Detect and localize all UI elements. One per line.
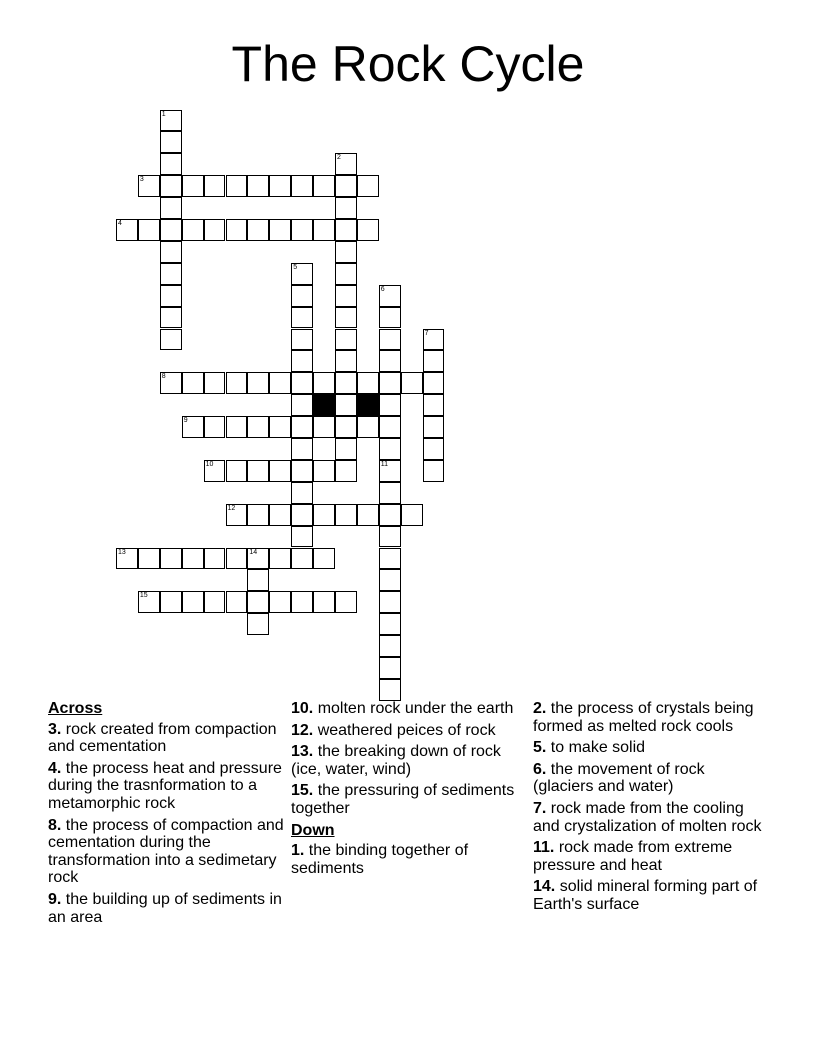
cell-number: 1 bbox=[161, 110, 166, 118]
grid-cell[interactable] bbox=[291, 438, 313, 460]
grid-cell[interactable] bbox=[379, 394, 401, 416]
grid-cell[interactable] bbox=[269, 416, 291, 438]
clue-number: 11. bbox=[533, 839, 555, 857]
clue-text: the process heat and pressure during the trasnformation to a metamorphic rock bbox=[48, 759, 282, 812]
grid-cell[interactable] bbox=[401, 504, 423, 526]
grid-cell[interactable] bbox=[160, 219, 182, 241]
grid-cell[interactable] bbox=[335, 350, 357, 372]
grid-cell[interactable] bbox=[313, 416, 335, 438]
grid-cell[interactable] bbox=[379, 548, 401, 570]
grid-cell[interactable] bbox=[247, 416, 269, 438]
grid-cell[interactable] bbox=[335, 241, 357, 263]
page-title: The Rock Cycle bbox=[231, 36, 585, 92]
clue-number: 15. bbox=[291, 782, 314, 800]
grid-cell[interactable] bbox=[247, 372, 269, 394]
grid-cell[interactable] bbox=[160, 548, 182, 570]
grid-cell[interactable] bbox=[269, 548, 291, 570]
grid-cell[interactable] bbox=[313, 219, 335, 241]
clue-down-11 bbox=[533, 839, 769, 874]
grid-cell[interactable] bbox=[379, 329, 401, 351]
clue-text: molten rock under the earth bbox=[317, 700, 514, 717]
grid-cell[interactable] bbox=[313, 548, 335, 570]
grid-cell[interactable] bbox=[379, 635, 401, 657]
clue-down-7 bbox=[533, 800, 769, 835]
grid-cell[interactable] bbox=[291, 504, 313, 526]
grid-cell[interactable] bbox=[226, 219, 248, 241]
clues-column-3 bbox=[533, 700, 769, 918]
grid-cell[interactable] bbox=[313, 460, 335, 482]
cell-number: 2 bbox=[337, 154, 341, 162]
clue-number: 3. bbox=[48, 720, 62, 738]
grid-cell[interactable] bbox=[291, 591, 313, 613]
grid-cell[interactable] bbox=[226, 416, 248, 438]
grid-cell[interactable] bbox=[269, 504, 291, 526]
grid-cell[interactable] bbox=[357, 219, 379, 241]
grid-cell[interactable] bbox=[204, 416, 226, 438]
clue-text: rock made from extreme pressure and heat bbox=[533, 839, 733, 874]
grid-cell[interactable] bbox=[357, 416, 379, 438]
grid-cell[interactable] bbox=[379, 285, 401, 307]
grid-cell[interactable] bbox=[160, 153, 182, 175]
clue-across-12 bbox=[291, 722, 527, 740]
grid-cell[interactable] bbox=[160, 307, 182, 329]
grid-cell[interactable] bbox=[160, 175, 182, 197]
clue-number: 2. bbox=[533, 700, 547, 717]
grid-cell[interactable] bbox=[291, 526, 313, 548]
grid-cell[interactable] bbox=[269, 175, 291, 197]
clue-text: to make solid bbox=[550, 739, 646, 757]
grid-cell[interactable] bbox=[423, 394, 445, 416]
clue-text: solid mineral forming part of Earth's surface bbox=[533, 878, 758, 913]
grid-cell[interactable] bbox=[335, 372, 357, 394]
grid-cell[interactable] bbox=[116, 548, 138, 570]
clue-down-2 bbox=[533, 700, 769, 735]
grid-cell[interactable] bbox=[160, 285, 182, 307]
cell-number: 3 bbox=[139, 176, 144, 184]
clue-number: 12. bbox=[291, 721, 314, 739]
grid-cell[interactable] bbox=[291, 307, 313, 329]
grid-cell[interactable] bbox=[269, 219, 291, 241]
grid-cell[interactable] bbox=[247, 591, 269, 613]
clue-across-4 bbox=[48, 760, 284, 813]
grid-cell[interactable] bbox=[269, 460, 291, 482]
black-square bbox=[313, 394, 335, 416]
across-heading: Across bbox=[48, 700, 103, 717]
grid-cell[interactable] bbox=[313, 591, 335, 613]
clue-text: the binding together of sediments bbox=[291, 842, 469, 877]
grid-cell[interactable] bbox=[226, 548, 248, 570]
grid-cell[interactable] bbox=[182, 219, 204, 241]
grid-cell[interactable] bbox=[335, 504, 357, 526]
grid-cell[interactable] bbox=[226, 372, 248, 394]
grid-cell[interactable] bbox=[335, 175, 357, 197]
grid-cell[interactable] bbox=[335, 285, 357, 307]
grid-cell[interactable] bbox=[357, 504, 379, 526]
grid-cell[interactable] bbox=[379, 482, 401, 504]
grid-cell[interactable] bbox=[160, 329, 182, 351]
grid-cell[interactable] bbox=[357, 175, 379, 197]
grid-cell[interactable] bbox=[423, 372, 445, 394]
grid-cell[interactable] bbox=[313, 372, 335, 394]
grid-cell[interactable] bbox=[379, 438, 401, 460]
clue-text: weathered peices of rock bbox=[317, 721, 496, 739]
grid-cell[interactable] bbox=[379, 613, 401, 635]
clue-number: 14. bbox=[533, 878, 556, 896]
clue-text: the breaking down of rock (ice, water, wind) bbox=[291, 743, 501, 778]
grid-cell[interactable] bbox=[313, 504, 335, 526]
grid-cell[interactable] bbox=[379, 350, 401, 372]
grid-cell[interactable] bbox=[226, 591, 248, 613]
grid-cell[interactable] bbox=[335, 153, 357, 175]
cell-number: 10 bbox=[205, 460, 214, 468]
grid-cell[interactable] bbox=[138, 219, 160, 241]
clue-across-13 bbox=[291, 743, 527, 778]
grid-cell[interactable] bbox=[291, 372, 313, 394]
clue-number: 5. bbox=[533, 739, 547, 757]
grid-cell[interactable] bbox=[116, 219, 138, 241]
grid-cell[interactable] bbox=[379, 679, 401, 701]
grid-cell[interactable] bbox=[379, 591, 401, 613]
grid-cell[interactable] bbox=[379, 416, 401, 438]
grid-cell[interactable] bbox=[269, 591, 291, 613]
grid-cell[interactable] bbox=[423, 329, 445, 351]
grid-cell[interactable] bbox=[379, 569, 401, 591]
clue-across-3 bbox=[48, 721, 284, 756]
grid-cell[interactable] bbox=[291, 416, 313, 438]
grid-cell[interactable] bbox=[423, 460, 445, 482]
cell-number: 13 bbox=[118, 548, 126, 556]
grid-cell[interactable] bbox=[247, 219, 269, 241]
grid-cell[interactable] bbox=[291, 482, 313, 504]
down-heading: Down bbox=[291, 821, 335, 839]
clue-number: 10. bbox=[291, 700, 314, 717]
grid-cell[interactable] bbox=[247, 460, 269, 482]
cell-number: 11 bbox=[380, 460, 389, 468]
grid-cell[interactable] bbox=[160, 131, 182, 153]
clue-text: rock made from the cooling and crystalization of molten rock bbox=[533, 799, 762, 835]
grid-cell[interactable] bbox=[291, 175, 313, 197]
clue-across-9 bbox=[48, 891, 284, 926]
grid-cell[interactable] bbox=[204, 548, 226, 570]
grid-cell[interactable] bbox=[313, 175, 335, 197]
clue-text: the building up of sediments in an area bbox=[48, 890, 282, 926]
grid-cell[interactable] bbox=[291, 285, 313, 307]
grid-cell[interactable] bbox=[160, 241, 182, 263]
grid-cell[interactable] bbox=[401, 372, 423, 394]
clue-number: 13. bbox=[291, 743, 314, 761]
grid-cell[interactable] bbox=[379, 504, 401, 526]
black-square bbox=[357, 394, 379, 416]
grid-cell[interactable] bbox=[204, 372, 226, 394]
grid-cell[interactable] bbox=[182, 548, 204, 570]
grid-cell[interactable] bbox=[204, 219, 226, 241]
grid-cell[interactable] bbox=[379, 307, 401, 329]
grid-cell[interactable] bbox=[247, 569, 269, 591]
grid-cell[interactable] bbox=[160, 591, 182, 613]
grid-cell[interactable] bbox=[247, 613, 269, 635]
clues-column-1 bbox=[48, 700, 284, 930]
grid-cell[interactable] bbox=[291, 263, 313, 285]
clue-text: the process of crystals being formed as melted rock cools bbox=[533, 700, 754, 735]
grid-cell[interactable] bbox=[291, 329, 313, 351]
grid-cell[interactable] bbox=[291, 548, 313, 570]
cell-number: 14 bbox=[249, 548, 258, 556]
grid-cell[interactable] bbox=[247, 504, 269, 526]
grid-cell[interactable] bbox=[182, 372, 204, 394]
grid-cell[interactable] bbox=[335, 460, 357, 482]
grid-cell[interactable] bbox=[160, 197, 182, 219]
grid-cell[interactable] bbox=[291, 219, 313, 241]
grid-cell[interactable] bbox=[379, 657, 401, 679]
grid-cell[interactable] bbox=[138, 591, 160, 613]
clue-number: 6. bbox=[533, 760, 547, 778]
grid-cell[interactable] bbox=[335, 197, 357, 219]
grid-cell[interactable] bbox=[182, 416, 204, 438]
cell-number: 12 bbox=[227, 504, 236, 512]
grid-cell[interactable] bbox=[335, 438, 357, 460]
cell-number: 15 bbox=[139, 592, 148, 600]
grid-cell[interactable] bbox=[357, 372, 379, 394]
grid-cell[interactable] bbox=[379, 460, 401, 482]
cell-number: 6 bbox=[380, 285, 385, 293]
grid-cell[interactable] bbox=[138, 175, 160, 197]
grid-cell[interactable] bbox=[226, 460, 248, 482]
grid-cell[interactable] bbox=[291, 350, 313, 372]
clue-number: 9. bbox=[48, 890, 62, 908]
clue-text: the movement of rock (glaciers and water) bbox=[533, 760, 705, 796]
grid-cell[interactable] bbox=[138, 548, 160, 570]
cell-number: 7 bbox=[424, 329, 429, 337]
grid-cell[interactable] bbox=[335, 219, 357, 241]
grid-cell[interactable] bbox=[335, 329, 357, 351]
clue-across-10 bbox=[291, 700, 527, 718]
clue-number: 4. bbox=[48, 759, 62, 777]
grid-cell[interactable] bbox=[335, 307, 357, 329]
grid-cell[interactable] bbox=[335, 416, 357, 438]
cell-number: 8 bbox=[161, 373, 166, 381]
grid-cell[interactable] bbox=[335, 394, 357, 416]
grid-cell[interactable] bbox=[182, 175, 204, 197]
grid-cell[interactable] bbox=[269, 372, 291, 394]
grid-cell[interactable] bbox=[291, 394, 313, 416]
clue-text: the pressuring of sediments together bbox=[291, 782, 515, 817]
grid-cell[interactable] bbox=[379, 526, 401, 548]
grid-cell[interactable] bbox=[247, 175, 269, 197]
grid-cell[interactable] bbox=[423, 350, 445, 372]
grid-cell[interactable] bbox=[423, 416, 445, 438]
grid-cell[interactable] bbox=[160, 372, 182, 394]
grid-cell[interactable] bbox=[226, 504, 248, 526]
grid-cell[interactable] bbox=[160, 263, 182, 285]
grid-cell[interactable] bbox=[204, 591, 226, 613]
cell-number: 4 bbox=[118, 220, 122, 227]
clue-down-14 bbox=[533, 878, 769, 913]
clue-number: 8. bbox=[48, 816, 62, 834]
cell-number: 5 bbox=[293, 263, 298, 271]
grid-cell[interactable] bbox=[291, 460, 313, 482]
clue-down-6 bbox=[533, 761, 769, 796]
grid-cell[interactable] bbox=[160, 110, 182, 132]
clue-text: rock created from compaction and cementation bbox=[48, 720, 277, 756]
clue-across-8 bbox=[48, 817, 284, 887]
grid-cell[interactable] bbox=[379, 372, 401, 394]
grid-cell[interactable] bbox=[247, 548, 269, 570]
grid-cell[interactable] bbox=[335, 263, 357, 285]
grid-cell[interactable] bbox=[204, 175, 226, 197]
clue-down-5 bbox=[533, 739, 769, 757]
clues-column-2 bbox=[291, 700, 527, 881]
cell-number: 9 bbox=[183, 417, 188, 425]
grid-cell[interactable] bbox=[335, 591, 357, 613]
clue-text: the process of compaction and cementation during the transformation into a sedimetary rock bbox=[48, 816, 284, 887]
clue-down-1 bbox=[291, 842, 527, 877]
grid-cell[interactable] bbox=[204, 460, 226, 482]
clue-number: 1. bbox=[291, 842, 305, 860]
grid-cell[interactable] bbox=[226, 175, 248, 197]
clue-number: 7. bbox=[533, 799, 547, 817]
clue-across-15 bbox=[291, 782, 527, 817]
grid-cell[interactable] bbox=[423, 438, 445, 460]
grid-cell[interactable] bbox=[182, 591, 204, 613]
